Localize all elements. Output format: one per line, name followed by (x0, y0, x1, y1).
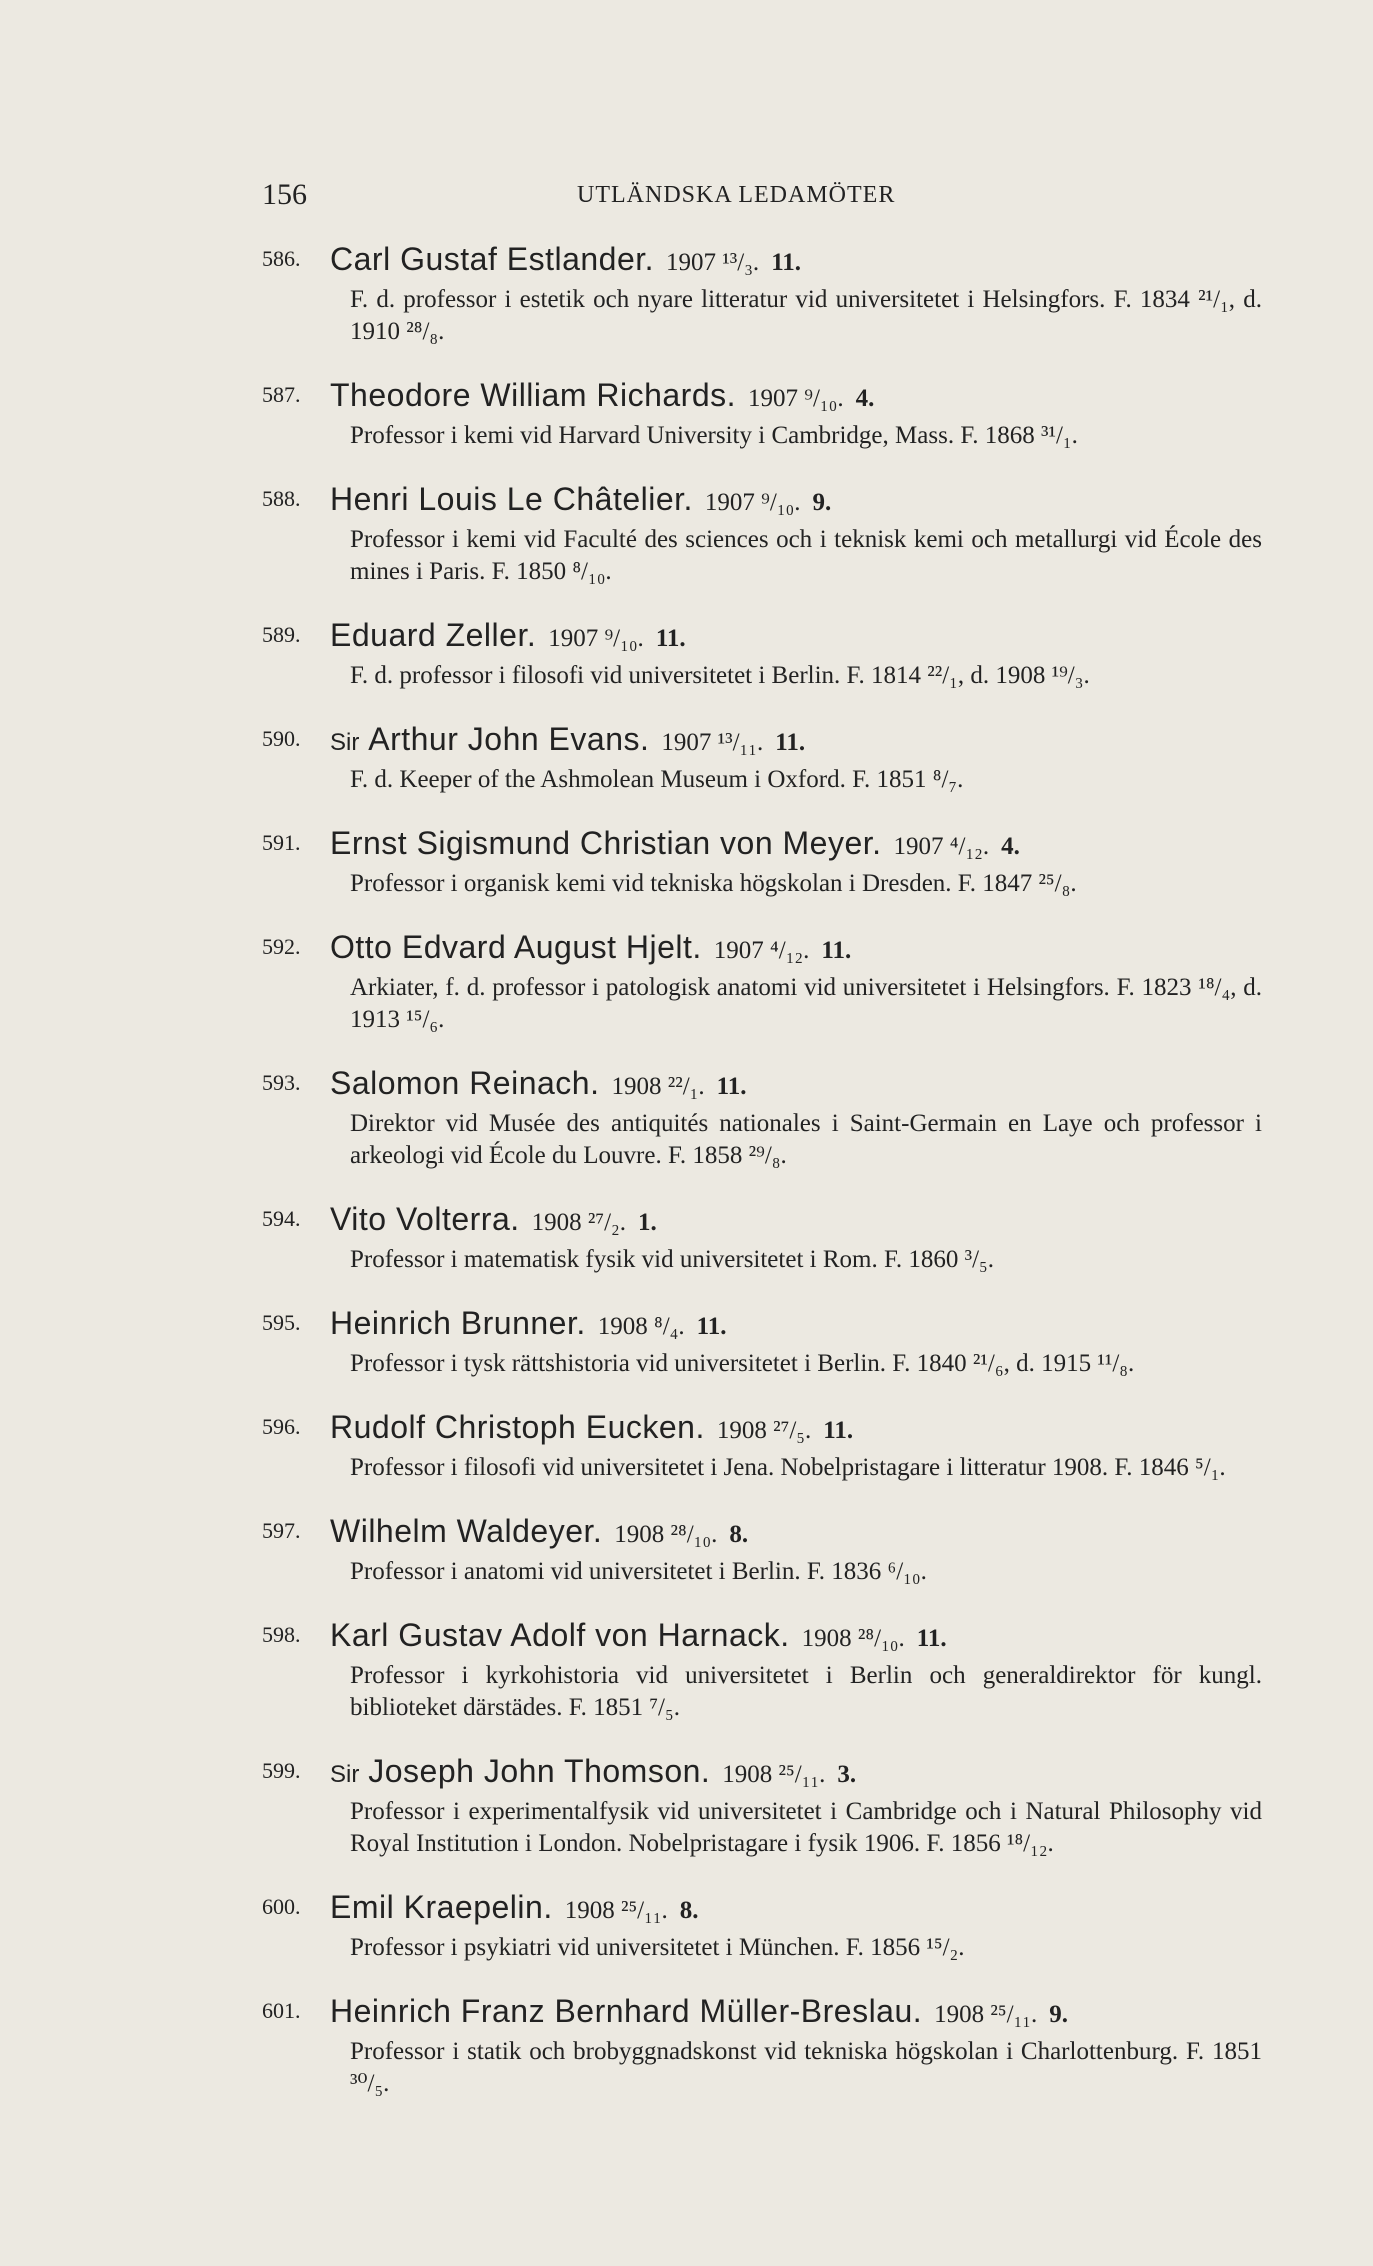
member-description: Professor i organisk kemi vid tekniska högskolan i Dresden. F. 1847 ²⁵/₈. (350, 870, 1077, 897)
election-date: 1907 ¹³/₃. (666, 249, 760, 276)
entry-number: 589. (262, 622, 301, 647)
member-name: Henri Louis Le Châtelier. (330, 481, 693, 517)
entry-heading (330, 822, 1262, 868)
member-name: Arthur John Evans. (368, 721, 650, 757)
entry-heading (330, 926, 1262, 972)
entry-number: 593. (262, 1070, 301, 1095)
entry-number: 595. (262, 1310, 301, 1335)
entry-heading (330, 238, 1262, 284)
member-description: F. d. Keeper of the Ashmolean Museum i Oxford. F. 1851 ⁸/₇. (350, 766, 964, 793)
academy-class: 11. (823, 1417, 854, 1444)
academy-class: 11. (771, 249, 802, 276)
academy-class: 11. (655, 625, 686, 652)
election-date: 1907 ⁹/₁₀. (748, 385, 844, 412)
entry-heading (330, 1302, 1262, 1348)
academy-class: 11. (775, 729, 806, 756)
member-name: Heinrich Brunner. (330, 1305, 586, 1341)
member-name: Salomon Reinach. (330, 1065, 600, 1101)
entry-number: 588. (262, 486, 301, 511)
member-entry (262, 1198, 1262, 1276)
entry-number: 601. (262, 1998, 301, 2023)
member-name: Otto Edvard August Hjelt. (330, 929, 702, 965)
academy-class: 1. (638, 1209, 657, 1236)
member-description: Professor i psykiatri vid universitetet i München. F. 1856 ¹⁵/₂. (350, 1934, 965, 1961)
member-entry (262, 614, 1262, 692)
entry-number: 600. (262, 1894, 301, 1919)
academy-class: 9. (1049, 2001, 1068, 2028)
member-name: Wilhelm Waldeyer. (330, 1513, 603, 1549)
academy-class: 4. (855, 385, 875, 412)
entry-heading (330, 1198, 1262, 1244)
election-date: 1907 ⁴/₁₂. (893, 833, 990, 860)
entry-heading (330, 718, 1262, 764)
member-entry (262, 1062, 1262, 1172)
member-entry (262, 478, 1262, 588)
election-date: 1908 ⁸/₄. (597, 1313, 685, 1340)
member-name: Heinrich Franz Bernhard Müller-Breslau. (330, 1993, 923, 2029)
member-entry (262, 1302, 1262, 1380)
entry-heading (330, 1406, 1262, 1452)
member-description: Direktor vid Musée des antiquités nationales i Saint-Germain en Laye och professor i arkeologi vid École du Louvre. F. 1858 ²⁹/₈. (350, 1110, 1262, 1169)
entry-number: 587. (262, 382, 301, 407)
member-entry (262, 1510, 1262, 1588)
academy-class: 11. (916, 1625, 947, 1652)
entry-heading (330, 1510, 1262, 1556)
election-date: 1908 ²⁵/₁₁. (722, 1761, 826, 1788)
member-name: Karl Gustav Adolf von Harnack. (330, 1617, 790, 1653)
academy-class: 3. (837, 1761, 857, 1788)
academy-class: 11. (696, 1313, 727, 1340)
member-name: Ernst Sigismund Christian von Meyer. (330, 825, 882, 861)
member-entry (262, 238, 1262, 348)
entry-heading (330, 478, 1262, 524)
entry-heading (330, 614, 1262, 660)
member-description: F. d. professor i filosofi vid universitetet i Berlin. F. 1814 ²²/₁, d. 1908 ¹⁹/₃. (350, 662, 1090, 689)
member-entry (262, 1750, 1262, 1860)
member-entry (262, 1990, 1262, 2100)
entry-heading (330, 1062, 1262, 1108)
election-date: 1908 ²²/₁. (611, 1073, 705, 1100)
member-entry (262, 1406, 1262, 1484)
entry-number: 594. (262, 1206, 301, 1231)
running-title: UTLÄNDSKA LEDAMÖTER (577, 182, 896, 208)
election-date: 1908 ²⁸/₁₀. (614, 1521, 718, 1548)
member-name: Theodore William Richards. (330, 377, 737, 413)
member-description: Professor i statik och brobyggnadskonst vid tekniska högskolan i Charlottenburg. F. 1851 ³⁰/₅. (350, 2038, 1262, 2097)
entry-heading (330, 374, 1262, 420)
member-description: Professor i matematisk fysik vid universitetet i Rom. F. 1860 ³/₅. (350, 1246, 995, 1273)
academy-class: 9. (812, 489, 832, 516)
page-header (262, 178, 1242, 218)
member-description: Professor i experimentalfysik vid universitetet i Cambridge och i Natural Philosophy vid Royal Institution i London. Nobelpristagare i fysik 1906. F. 1856 ¹⁸/₁₂. (350, 1798, 1262, 1857)
entry-number: 598. (262, 1622, 301, 1647)
member-description: Professor i anatomi vid universitetet i Berlin. F. 1836 ⁶/₁₀. (350, 1558, 927, 1585)
election-date: 1907 ⁴/₁₂. (713, 937, 810, 964)
member-entry (262, 822, 1262, 900)
member-description: Professor i filosofi vid universitetet i Jena. Nobelpristagare i litteratur 1908. F. 1846 ⁵/₁. (350, 1454, 1226, 1481)
member-name: Carl Gustaf Estlander. (330, 241, 655, 277)
entry-heading (330, 1750, 1262, 1796)
election-date: 1908 ²⁷/₂. (531, 1209, 626, 1236)
member-description: Professor i kemi vid Faculté des sciences och i teknisk kemi och metallurgi vid École des mines i Paris. F. 1850 ⁸/₁₀. (350, 526, 1262, 585)
entry-heading (330, 1990, 1262, 2036)
academy-class: 4. (1001, 833, 1020, 860)
member-name: Vito Volterra. (330, 1201, 520, 1237)
member-name: Eduard Zeller. (330, 617, 537, 653)
election-date: 1908 ²⁵/₁₁. (564, 1897, 668, 1924)
honorific-prefix: Sir (330, 1761, 360, 1788)
election-date: 1908 ²⁸/₁₀. (801, 1625, 905, 1652)
honorific-prefix: Sir (330, 729, 360, 756)
member-description: F. d. professor i estetik och nyare litteratur vid universitetet i Helsingfors. F. 1834 ²¹/₁, d. 1910 ²⁸/₈. (350, 286, 1262, 345)
academy-class: 8. (729, 1521, 749, 1548)
member-name: Rudolf Christoph Eucken. (330, 1409, 705, 1445)
election-date: 1907 ⁹/₁₀. (548, 625, 644, 652)
entry-number: 586. (262, 246, 301, 271)
entry-number: 599. (262, 1758, 301, 1783)
member-entry (262, 1886, 1262, 1964)
entry-number: 596. (262, 1414, 301, 1439)
entry-number: 590. (262, 726, 301, 751)
member-entry (262, 1614, 1262, 1724)
member-description: Arkiater, f. d. professor i patologisk anatomi vid universitetet i Helsingfors. F. 1823 ¹⁸/₄, d. 1913 ¹⁵/₆. (350, 974, 1262, 1033)
election-date: 1908 ²⁷/₅. (716, 1417, 812, 1444)
entry-heading (330, 1886, 1262, 1932)
member-entry (262, 926, 1262, 1036)
page-number: 156 (262, 178, 307, 211)
member-description: Professor i kemi vid Harvard University i Cambridge, Mass. F. 1868 ³¹/₁. (350, 422, 1078, 449)
entry-number: 597. (262, 1518, 301, 1543)
member-name: Emil Kraepelin. (330, 1889, 553, 1925)
member-description: Professor i tysk rättshistoria vid universitetet i Berlin. F. 1840 ²¹/₆, d. 1915 ¹¹/₈. (350, 1350, 1135, 1377)
member-name: Joseph John Thomson. (368, 1753, 711, 1789)
member-entry (262, 374, 1262, 452)
entry-heading (330, 1614, 1262, 1660)
member-entry (262, 718, 1262, 796)
academy-class: 11. (821, 937, 852, 964)
election-date: 1907 ⁹/₁₀. (704, 489, 801, 516)
member-list (262, 238, 1262, 2126)
election-date: 1908 ²⁵/₁₁. (934, 2001, 1038, 2028)
entry-number: 591. (262, 830, 301, 855)
election-date: 1907 ¹³/₁₁. (661, 729, 764, 756)
academy-class: 8. (679, 1897, 699, 1924)
academy-class: 11. (716, 1073, 747, 1100)
member-description: Professor i kyrkohistoria vid universitetet i Berlin och generaldirektor för kungl. biblioteket därstädes. F. 1851 ⁷/₅. (350, 1662, 1262, 1721)
entry-number: 592. (262, 934, 301, 959)
